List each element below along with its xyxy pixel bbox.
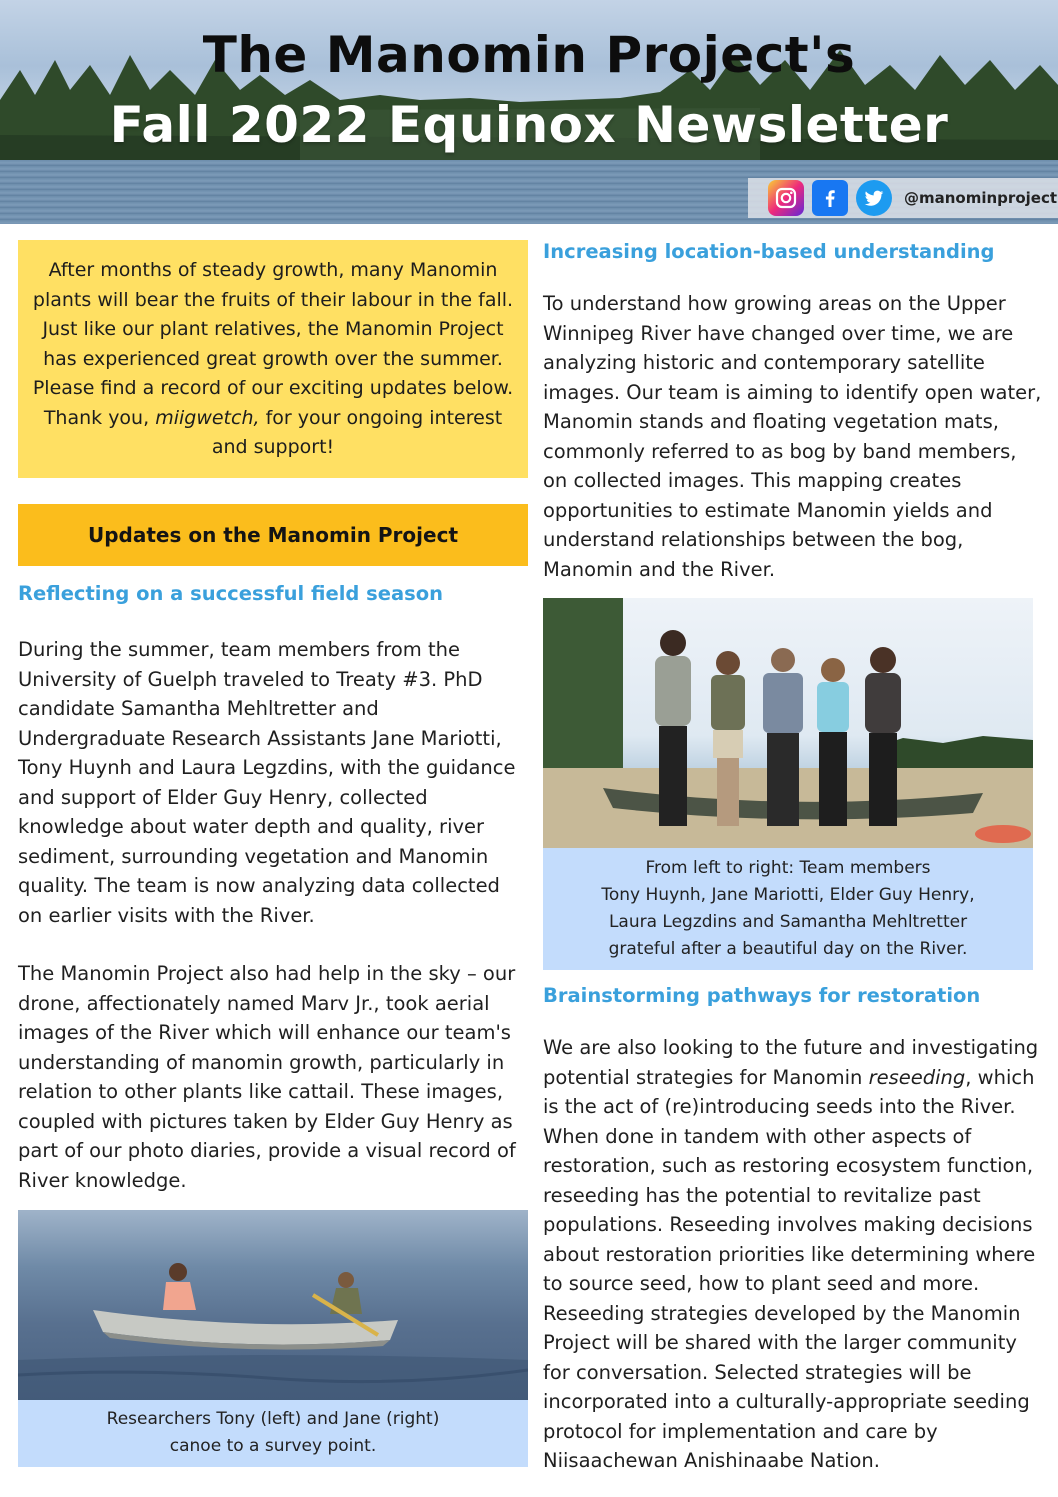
left-column: [18, 240, 528, 1467]
canoe-caption-line-1: Researchers Tony (left) and Jane (right): [106, 1409, 440, 1429]
canoe-illustration: [18, 1210, 528, 1400]
intro-box: [18, 240, 528, 478]
updates-title: Updates on the Manomin Project: [88, 523, 458, 547]
instagram-icon[interactable]: [768, 180, 804, 216]
intro-text-2: for your ongoing interest and support!: [211, 406, 503, 458]
location-paragraph: To understand how growing areas on the Upper Winnipeg River have changed over time, we are analyzing historic and contemporary satellite images. Our team is aiming to identify open water, Manomin stands and floating vegetation mats, commonly referred to as bog by band members, on collected images. This mapping creates opportunities to estimate Manomin yields and understand relationships between the bog, Manomin and the River.: [543, 292, 1042, 581]
team-caption: [543, 848, 1033, 970]
team-illustration: [543, 598, 1033, 848]
field-season-paragraph-1: During the summer, team members from the University of Guelph traveled to Treaty #3. PhD candidate Samantha Mehltretter and Undergraduate Research Assistants Jane Mariotti, Tony Huynh and Laura Legzdins, with the guidance and support of Elder Guy Henry, collected knowledge about water depth and quality, river sediment, surrounding vegetation and Manomin quality. The team is now analyzing data collected on earlier visits with the River.: [18, 638, 516, 927]
team-photo: [543, 598, 1033, 848]
header-banner: [0, 0, 1058, 224]
title-line-1: The Manomin Project's: [202, 26, 856, 84]
facebook-icon[interactable]: [812, 180, 848, 216]
intro-text-1: After months of steady growth, many Manomin plants will bear the fruits of their labour in the fall. Just like our plant relatives, the Manomin Project has experienced great growth over the summer. Please find a record of our exciting updates below. Thank you,: [32, 259, 514, 429]
canoe-caption-line-2: canoe to a survey point.: [169, 1436, 377, 1456]
twitter-icon[interactable]: [856, 180, 892, 216]
team-caption-line-2: Tony Huynh, Jane Mariotti, Elder Guy Henry,: [601, 885, 975, 905]
team-caption-line-1: From left to right: Team members: [645, 858, 931, 878]
intro-miigwetch: miigwetch,: [155, 406, 260, 429]
location-heading: Increasing location-based understanding: [543, 240, 995, 263]
right-column: [543, 236, 1043, 1476]
field-season-paragraph-2: The Manomin Project also had help in the sky – our drone, affectionately named Marv Jr., took aerial images of the River which will enhance our team's understanding of manomin growth, particularly in relation to other plants like cattail. These images, coupled with pictures taken by Elder Guy Henry as part of our photo diaries, provide a visual record of River knowledge.: [18, 962, 516, 1192]
restoration-paragraph: [543, 1033, 1043, 1476]
restoration-heading: Brainstorming pathways for restoration: [543, 984, 981, 1007]
social-handle[interactable]: @manominproject: [904, 189, 1058, 207]
team-caption-line-3: Laura Legzdins and Samantha Mehltretter: [608, 912, 968, 932]
canoe-photo: [18, 1210, 528, 1400]
field-season-heading: Reflecting on a successful field season: [18, 582, 444, 605]
restoration-text-1: We are also looking to the future and investigating potential strategies for Manomin: [543, 1036, 1039, 1089]
updates-section-bar: [18, 504, 528, 566]
title-line-2: Fall 2022 Equinox Newsletter: [109, 96, 949, 154]
restoration-text-2: , which is the act of (re)introducing seeds into the River. When done in tandem with other aspects of restoration, such as restoring ecosystem function, reseeding has the potential to revitalize past populations. Reseeding involves making decisions about restoration priorities like determining where to source seed, how to plant seed and more. Reseeding strategies developed by the Manomin Project will be shared with the larger community for conversation. Selected strategies will be incorporated into a culturally-appropriate seeding protocol for implementation and care by Niisaachewan Anishinaabe Nation.: [543, 1065, 1036, 1472]
canoe-caption: [18, 1400, 528, 1467]
social-bar: [748, 178, 1058, 218]
team-caption-line-4: grateful after a beautiful day on the River.: [608, 939, 968, 959]
restoration-reseeding: reseeding: [868, 1065, 966, 1089]
